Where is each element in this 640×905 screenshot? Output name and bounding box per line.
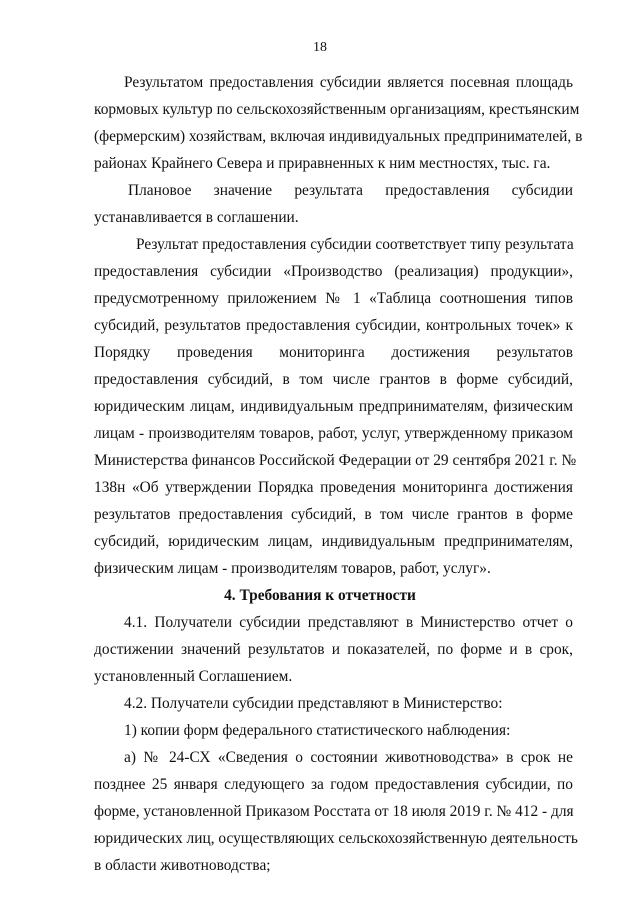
- text-line: кормовых культур по сельскохозяйственным организациям, крестьянским: [94, 101, 580, 118]
- text-line: Результатом предоставления субсидии является посевная площадь: [124, 74, 573, 91]
- text-line: лицам - производителям товаров, работ, услуг, утвержденному приказом: [94, 425, 573, 442]
- text-line: предоставления субсидий, в том числе грантов в форме субсидий,: [94, 371, 573, 388]
- text-line: физическим лицам - производителям товаров, работ, услуг».: [94, 560, 491, 577]
- page-number: 18: [313, 40, 327, 55]
- text-line: установленный Соглашением.: [94, 668, 293, 685]
- text-line: форме, установленной Приказом Росстата от 18 июля 2019 г. № 412 - для: [94, 803, 574, 820]
- text-line: юридических лиц, осуществляющих сельскохозяйственную деятельность: [94, 830, 578, 847]
- text-line: результатов предоставления субсидий, в том числе грантов в форме: [94, 506, 573, 523]
- section-heading: 4. Требования к отчетности: [224, 587, 416, 604]
- text-line: Результат предоставления субсидии соответствует типу результата: [136, 236, 574, 253]
- text-line: предусмотренному приложением № 1 «Таблица соотношения типов: [94, 290, 573, 307]
- text-line: достижении значений результатов и показателей, по форме и в срок,: [94, 641, 573, 658]
- text-line: субсидий, результатов предоставления субсидии, контрольных точек» к: [94, 317, 573, 334]
- text-line: 1) копии форм федерального статистического наблюдения:: [124, 722, 511, 739]
- text-line: а) № 24-СХ «Сведения о состоянии животноводства» в срок не: [124, 749, 573, 766]
- text-line: предоставления субсидии «Производство (реализация) продукции»,: [94, 263, 573, 280]
- text-line: в области животноводства;: [94, 857, 271, 874]
- text-line: устанавливается в соглашении.: [94, 209, 299, 226]
- text-line: 4.1. Получатели субсидии представляют в Министерство отчет о: [124, 614, 573, 631]
- text-line: 4.2. Получатели субсидии представляют в Министерство:: [124, 695, 503, 712]
- text-line: Порядку проведения мониторинга достижения результатов: [94, 344, 573, 361]
- text-line: 138н «Об утверждении Порядка проведения мониторинга достижения: [94, 479, 573, 496]
- text-line: Министерства финансов Российской Федерации от 29 сентября 2021 г. №: [94, 452, 577, 469]
- text-line: субсидий, юридическим лицам, индивидуальным предпринимателям,: [94, 533, 573, 550]
- text-line: (фермерским) хозяйствам, включая индивидуальных предпринимателей, в: [94, 128, 583, 145]
- text-line: позднее 25 января следующего за годом предоставления субсидии, по: [94, 776, 573, 793]
- text-line: Плановое значение результата предоставления субсидии: [128, 182, 573, 199]
- text-line: районах Крайнего Севера и приравненных к ним местностях, тыс. га.: [94, 155, 551, 172]
- text-line: юридическим лицам, индивидуальным предпринимателям, физическим: [94, 398, 573, 415]
